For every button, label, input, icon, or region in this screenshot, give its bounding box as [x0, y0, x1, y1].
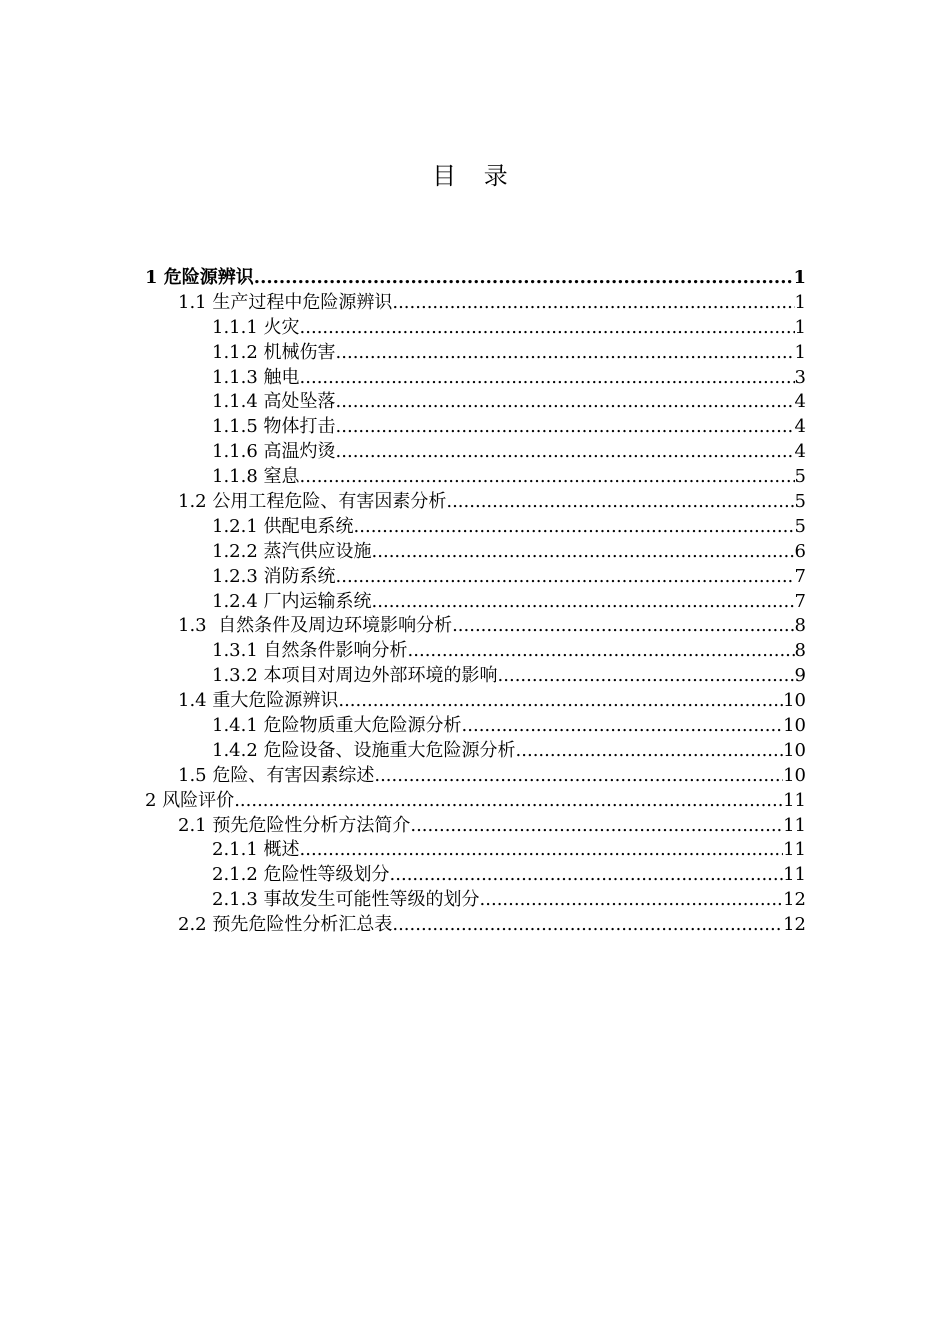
toc-entry[interactable]	[145, 614, 806, 639]
toc-entry[interactable]	[145, 739, 806, 764]
toc-entry[interactable]	[145, 540, 806, 565]
toc-entry-page-number: 4	[794, 416, 806, 438]
toc-entry-label: 1.1.2 机械伤害	[212, 341, 336, 363]
toc-entry-label: 1.2.4 厂内运输系统	[212, 590, 372, 612]
toc-dot-leader	[254, 266, 794, 291]
toc-entry-label: 2.1.1 概述	[212, 839, 300, 861]
toc-entry-page-number: 6	[794, 540, 806, 562]
toc-entry-page-number: 4	[794, 391, 806, 413]
toc-entry-page-number: 1	[794, 341, 806, 363]
toc-dot-leader	[336, 390, 795, 415]
toc-entry[interactable]	[145, 664, 806, 689]
toc-entry-label: 1.1.6 高温灼烫	[212, 441, 336, 463]
toc-dot-leader	[354, 515, 795, 540]
toc-entry-page-number: 10	[783, 715, 806, 737]
toc-entry[interactable]	[145, 764, 806, 789]
toc-dot-leader	[336, 341, 795, 366]
toc-entry[interactable]	[145, 341, 806, 366]
toc-dot-leader	[390, 863, 784, 888]
toc-entry-page-number: 1	[794, 291, 806, 313]
toc-entry[interactable]	[145, 316, 806, 341]
toc-dot-leader	[336, 440, 795, 465]
toc-entry-page-number: 11	[783, 814, 806, 836]
toc-dot-leader	[372, 540, 795, 565]
toc-entry[interactable]	[145, 913, 806, 938]
toc-dot-leader	[498, 664, 795, 689]
toc-entry[interactable]	[145, 590, 806, 615]
toc-entry-label: 1.3.2 本项目对周边外部环境的影响	[212, 665, 498, 687]
toc-entry-label: 1.4.2 危险设备、设施重大危险源分析	[212, 739, 516, 761]
toc-entry-page-number: 5	[794, 491, 806, 513]
toc-dot-leader	[392, 291, 794, 316]
toc-dot-leader	[300, 465, 795, 490]
toc-entry[interactable]	[145, 465, 806, 490]
toc-entry-page-number: 10	[783, 690, 806, 712]
toc-dot-leader	[300, 838, 784, 863]
toc-entry[interactable]	[145, 291, 806, 316]
toc-dot-leader	[408, 639, 795, 664]
toc-entry[interactable]	[145, 888, 806, 913]
toc-entry[interactable]	[145, 689, 806, 714]
toc-entry-page-number: 9	[794, 665, 806, 687]
toc-entry-label: 1.1.4 高处坠落	[212, 391, 336, 413]
toc-entry-label: 2.1 预先危险性分析方法简介	[178, 814, 411, 836]
toc-entry[interactable]	[145, 838, 806, 863]
toc-entry-label: 1.3 自然条件及周边环境影响分析	[178, 615, 453, 637]
toc-entry-label: 2.2 预先危险性分析汇总表	[178, 914, 393, 936]
toc-entry-label: 2.1.3 事故发生可能性等级的划分	[212, 889, 480, 911]
toc-entry[interactable]	[145, 415, 806, 440]
toc-entry-page-number: 11	[783, 839, 806, 861]
toc-entry-page-number: 7	[794, 565, 806, 587]
table-of-contents	[145, 266, 806, 938]
toc-entry-label: 1.4.1 危险物质重大危险源分析	[212, 715, 462, 737]
toc-entry[interactable]	[145, 390, 806, 415]
toc-entry-page-number: 4	[794, 441, 806, 463]
toc-entry-label: 1.1.3 触电	[212, 366, 300, 388]
toc-dot-leader	[452, 614, 794, 639]
toc-dot-leader	[374, 764, 783, 789]
toc-dot-leader	[372, 590, 795, 615]
toc-dot-leader	[300, 316, 795, 341]
toc-dot-leader	[410, 814, 783, 839]
toc-dot-leader	[234, 789, 783, 814]
toc-entry-page-number: 1	[793, 267, 806, 288]
toc-dot-leader	[516, 739, 784, 764]
toc-entry-label: 1.2.1 供配电系统	[212, 515, 354, 537]
toc-entry[interactable]	[145, 789, 806, 814]
toc-entry-label: 1.5 危险、有害因素综述	[178, 764, 375, 786]
toc-entry-page-number: 3	[794, 366, 806, 388]
toc-dot-leader	[480, 888, 784, 913]
toc-entry[interactable]	[145, 490, 806, 515]
toc-entry-label: 1.1 生产过程中危险源辨识	[178, 291, 393, 313]
toc-entry-label: 1.1.5 物体打击	[212, 416, 336, 438]
toc-entry[interactable]	[145, 515, 806, 540]
toc-entry-page-number: 11	[783, 789, 806, 811]
toc-entry-label: 1 危险源辨识	[145, 267, 254, 288]
toc-entry-label: 1.2.2 蒸汽供应设施	[212, 540, 372, 562]
toc-entry-label: 1.1.1 火灾	[212, 316, 300, 338]
toc-entry[interactable]	[145, 863, 806, 888]
toc-entry-page-number: 5	[794, 515, 806, 537]
toc-entry-page-number: 10	[783, 739, 806, 761]
toc-entry-label: 2 风险评价	[145, 789, 235, 811]
toc-entry-page-number: 8	[794, 640, 806, 662]
toc-dot-leader	[446, 490, 794, 515]
toc-entry[interactable]	[145, 639, 806, 664]
toc-entry-page-number: 12	[783, 889, 806, 911]
toc-entry[interactable]	[145, 565, 806, 590]
toc-entry-label: 1.3.1 自然条件影响分析	[212, 640, 408, 662]
toc-entry-label: 1.2 公用工程危险、有害因素分析	[178, 491, 447, 513]
toc-entry-page-number: 5	[794, 466, 806, 488]
toc-entry-label: 2.1.2 危险性等级划分	[212, 864, 390, 886]
toc-entry-label: 1.2.3 消防系统	[212, 565, 336, 587]
toc-dot-leader	[336, 565, 795, 590]
toc-entry-page-number: 10	[783, 764, 806, 786]
toc-entry-page-number: 11	[783, 864, 806, 886]
toc-entry[interactable]	[145, 714, 806, 739]
toc-entry[interactable]	[145, 266, 806, 291]
toc-entry[interactable]	[145, 440, 806, 465]
toc-entry[interactable]	[145, 814, 806, 839]
toc-dot-leader	[336, 415, 795, 440]
toc-dot-leader	[300, 366, 795, 391]
toc-entry-label: 1.4 重大危险源辨识	[178, 690, 339, 712]
toc-entry-page-number: 1	[794, 316, 806, 338]
toc-entry-page-number: 12	[783, 914, 806, 936]
toc-dot-leader	[338, 689, 783, 714]
toc-dot-leader	[392, 913, 783, 938]
toc-dot-leader	[462, 714, 784, 739]
toc-entry-label: 1.1.8 窒息	[212, 466, 300, 488]
toc-entry-page-number: 8	[794, 615, 806, 637]
toc-title: 目 录	[432, 162, 518, 190]
toc-entry[interactable]	[145, 366, 806, 391]
toc-entry-page-number: 7	[794, 590, 806, 612]
